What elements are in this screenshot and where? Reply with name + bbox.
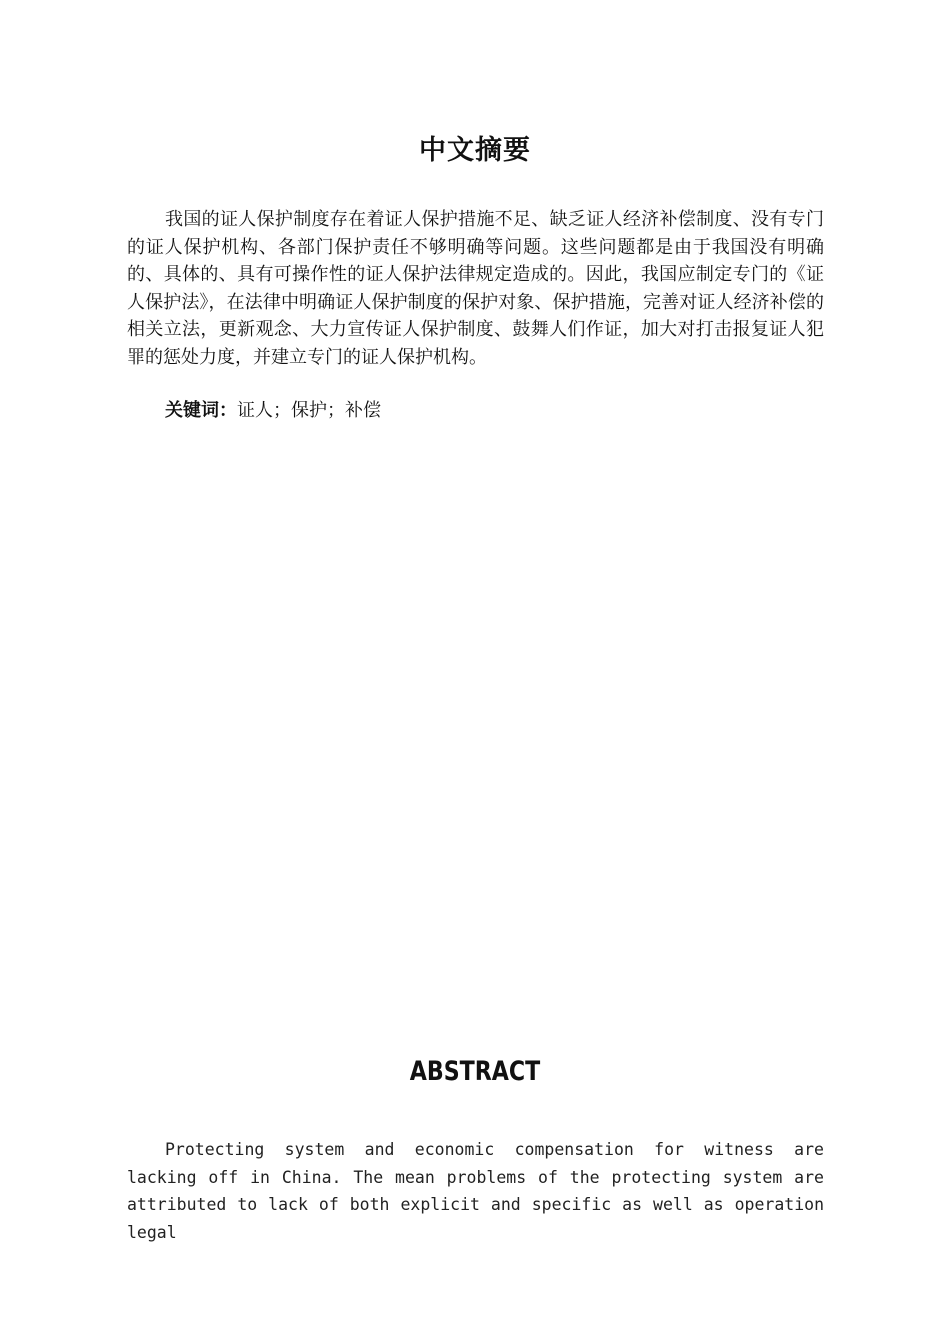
english-abstract-title: ABSTRACT xyxy=(409,1056,541,1087)
keywords-list: 证人；保护；补偿 xyxy=(237,400,381,421)
chinese-abstract-body: 我国的证人保护制度存在着证人保护措施不足、缺乏证人经济补偿制度、没有专门的证人保护机构、各部门保护责任不够明确等问题。这些问题都是由于我国没有明确的、具体的、具有可操作性的证人保护法律规定造成的。因此，我国应制定专门的《证人保护法》，在法律中明确证人保护制度的保护对象、保护措施，完善对证人经济补偿的相关立法，更新观念、大力宣传证人保护制度、鼓舞人们作证，加大对打击报复证人犯罪的惩处力度，并建立专门的证人保护机构。 xyxy=(127,209,824,368)
chinese-abstract-title: 中文摘要 xyxy=(419,135,531,166)
english-abstract-body: Protecting system and economic compensation for witness are lacking off in China. The mean problems of the protecting system are attributed to lack of both explicit and specific as well as operation legal xyxy=(127,1140,824,1242)
keywords-label: 关键词： xyxy=(165,400,237,421)
chinese-keywords xyxy=(165,397,825,424)
